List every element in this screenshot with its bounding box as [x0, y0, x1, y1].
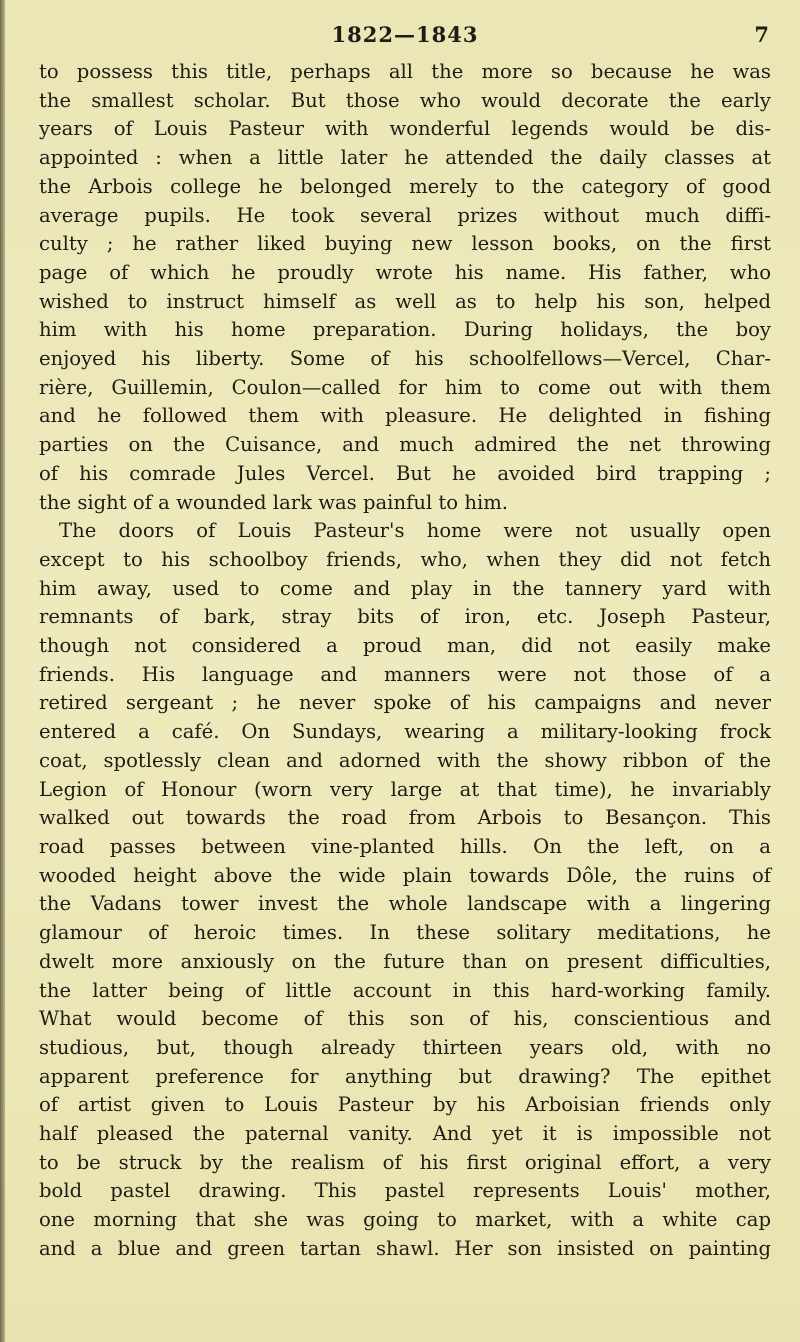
text-line: The doors of Louis Pasteur's home were not usually open	[59, 519, 771, 543]
text-line: except to his schoolboy friends, who, when they did not fetch	[39, 547, 771, 571]
page-number: 7	[754, 22, 769, 47]
text-line: glamour of heroic times. In these solitary meditations, he	[39, 921, 771, 945]
text-line: wooded height above the wide plain towards Dôle, the ruins of	[39, 863, 771, 887]
text-line: him with his home preparation. During holidays, the boy	[39, 318, 771, 342]
book-page	[39, 22, 771, 1264]
text-line: of his comrade Jules Vercel. But he avoided bird trapping ;	[39, 461, 771, 485]
text-line: culty ; he rather liked buying new lesson books, on the first	[39, 232, 771, 256]
text-line: walked out towards the road from Arbois to Besançon. This	[39, 806, 771, 830]
text-line: apparent preference for anything but drawing? The epithet	[39, 1064, 771, 1088]
text-line: one morning that she was going to market, with a white cap	[39, 1208, 771, 1232]
text-line: the latter being of little account in this hard-working family.	[39, 978, 771, 1002]
text-line: appointed : when a little later he attended the daily classes at	[39, 146, 771, 170]
text-line: years of Louis Pasteur with wonderful legends would be dis-	[39, 117, 771, 141]
text-line: him away, used to come and play in the tannery yard with	[39, 576, 771, 600]
text-line: remnants of bark, stray bits of iron, etc. Joseph Pasteur,	[39, 605, 771, 629]
text-line: studious, but, though already thirteen years old, with no	[39, 1035, 771, 1059]
text-line: friends. His language and manners were not those of a	[39, 662, 771, 686]
text-line: Legion of Honour (worn very large at that time), he invariably	[39, 777, 771, 801]
text-line: coat, spotlessly clean and adorned with the showy ribbon of the	[39, 748, 771, 772]
text-line: rière, Guillemin, Coulon—called for him to come out with them	[39, 375, 771, 399]
header-year-range: 1822—1843	[331, 22, 479, 47]
text-line: the Vadans tower invest the whole landscape with a lingering	[39, 892, 771, 916]
text-line: wished to instruct himself as well as to help his son, helped	[39, 289, 771, 313]
text-line: page of which he proudly wrote his name. His father, who	[39, 260, 771, 284]
text-line: the smallest scholar. But those who would decorate the early	[39, 88, 771, 112]
text-line: to possess this title, perhaps all the more so because he was	[39, 60, 771, 83]
text-line: entered a café. On Sundays, wearing a military-looking frock	[39, 720, 771, 744]
text-line: the sight of a wounded lark was painful to him.	[39, 490, 509, 514]
running-header	[39, 22, 771, 58]
body-text	[39, 58, 771, 1264]
text-line: the Arbois college he belonged merely to the category of good	[39, 174, 771, 198]
text-line: What would become of this son of his, conscientious and	[39, 1007, 771, 1031]
text-line: and a blue and green tartan shawl. Her son insisted on painting	[39, 1236, 771, 1260]
text-line: dwelt more anxiously on the future than on present difficulties,	[39, 949, 771, 973]
text-line: bold pastel drawing. This pastel represents Louis' mother,	[39, 1179, 771, 1203]
text-line: enjoyed his liberty. Some of his schoolfellows—Vercel, Char-	[39, 347, 771, 371]
text-line: of artist given to Louis Pasteur by his Arboisian friends only	[39, 1093, 771, 1117]
text-line: to be struck by the realism of his first original effort, a very	[39, 1150, 771, 1174]
text-line: road passes between vine-planted hills. On the left, on a	[39, 834, 771, 858]
text-line: average pupils. He took several prizes without much diffi-	[39, 203, 771, 227]
page-binding-edge	[0, 0, 5, 1342]
text-line: though not considered a proud man, did not easily make	[39, 634, 771, 658]
text-line: retired sergeant ; he never spoke of his campaigns and never	[39, 691, 771, 715]
text-line: and he followed them with pleasure. He delighted in fishing	[39, 404, 771, 428]
text-line: parties on the Cuisance, and much admired the net throwing	[39, 433, 771, 457]
text-line: half pleased the paternal vanity. And yet it is impossible not	[39, 1122, 771, 1146]
